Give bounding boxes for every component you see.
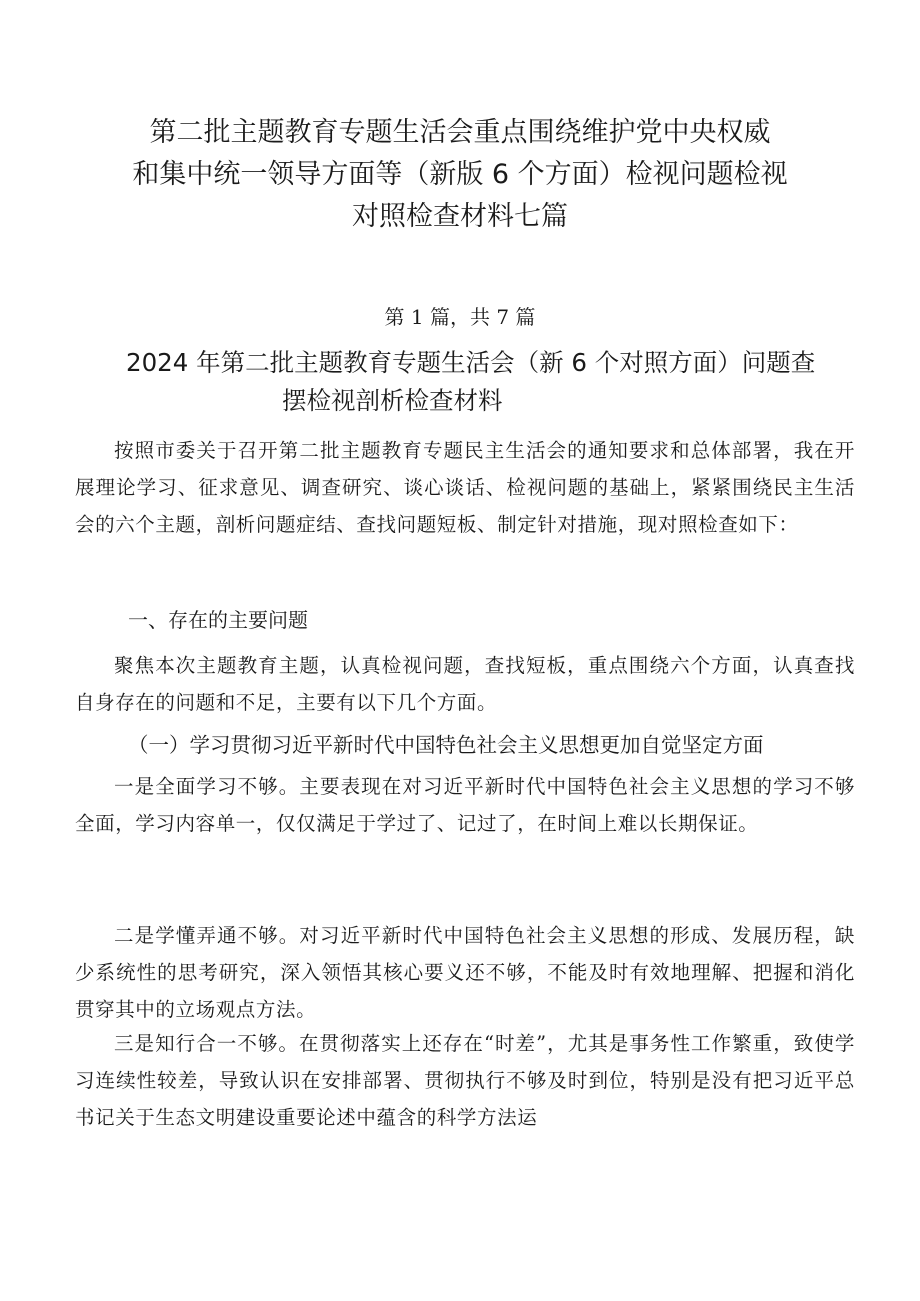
heading-main-problems: 一、存在的主要问题 [128, 608, 308, 632]
point-3-paragraph: 三是知行合一不够。在贯彻落实上还存在“时差”，尤其是事务性工作繁重，致使学习连续性较差，导致认识在安排部署、贯彻执行不够及时到位，特别是没有把习近平总书记关于生态文明建设重要论述中蕴含的科学方法运 [75, 1032, 855, 1129]
intro-paragraph: 按照市委关于召开第二批主题教育专题民主生活会的通知要求和总体部署，我在开展理论学习、征求意见、调查研究、谈心谈话、检视问题的基础上，紧紧围绕民主生活会的六个主题，剖析问题症结、查找问题短板、制定针对措施，现对照检查如下： [75, 439, 855, 536]
point-3-block [75, 1025, 855, 1136]
focus-paragraph: 聚焦本次主题教育主题，认真检视问题，查找短板，重点围绕六个方面，认真查找自身存在的问题和不足，主要有以下几个方面。 [75, 654, 855, 714]
document-title [80, 112, 840, 238]
section-number: 第 1 篇，共 7 篇 [384, 305, 536, 329]
article-title-line-2: 摆检视剖析检查材料 [282, 386, 503, 415]
document-title-line-3: 对照检查材料七篇 [352, 201, 568, 232]
point-1-block [75, 768, 855, 842]
article-title [110, 344, 870, 420]
focus-paragraph-block [75, 647, 855, 721]
document-title-line-1: 第二批主题教育专题生活会重点围绕维护党中央权威 [149, 117, 771, 148]
point-2-block [75, 917, 855, 1028]
point-1-paragraph: 一是全面学习不够。主要表现在对习近平新时代中国特色社会主义思想的学习不够全面，学习内容单一，仅仅满足于学过了、记过了，在时间上难以长期保证。 [75, 775, 855, 835]
heading-aspect-1: （一）学习贯彻习近平新时代中国特色社会主义思想更加自觉坚定方面 [128, 733, 764, 757]
intro-paragraph-block [75, 432, 855, 543]
document-title-line-2: 和集中统一领导方面等（新版 6 个方面）检视问题检视 [132, 159, 788, 190]
point-2-paragraph: 二是学懂弄通不够。对习近平新时代中国特色社会主义思想的形成、发展历程，缺少系统性的思考研究，深入领悟其核心要义还不够，不能及时有效地理解、把握和消化贯穿其中的立场观点方法。 [75, 924, 855, 1021]
article-title-line-1: 2024 年第二批主题教育专题生活会（新 6 个对照方面）问题查 [126, 348, 816, 377]
